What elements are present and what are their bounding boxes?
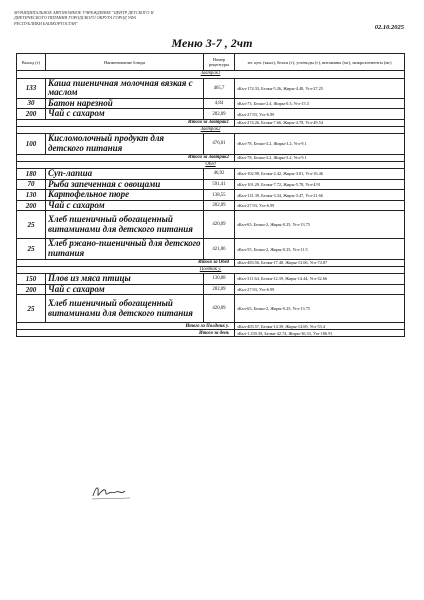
total-row	[17, 323, 405, 330]
nutrition-cell: эКал-27.93, Угл-6.99	[235, 284, 405, 295]
nutrition-cell: эКал-78, Белки-3.2, Жиры-3.2, Угл-9.1	[235, 134, 405, 154]
total-nutrition-cell: эКал-1 239.39, Белки-42.74, Жиры-36.33, Угл-186.91	[235, 330, 405, 337]
table-row	[17, 200, 405, 211]
recipe-number-cell: 282,09	[204, 200, 235, 211]
column-header-nutrition: эн. цен. (ккал), белки (г), углеводы (г), витамины (мг), микроэлементы (мг)	[235, 54, 405, 71]
output-cell: 100	[17, 134, 46, 154]
output-cell: 25	[17, 211, 46, 239]
total-row	[17, 259, 405, 266]
nutrition-cell: эКал-174.33, Белки-5.26, Жиры-4.48, Угл-27.25	[235, 78, 405, 98]
total-row	[17, 154, 405, 161]
section-row	[17, 71, 405, 79]
table-row	[17, 295, 405, 323]
recipe-number-cell: 138,55	[204, 190, 235, 201]
nutrition-cell: эКал-311.64, Белки-12.39, Жиры-14.44, Угл-32.66	[235, 274, 405, 285]
nutrition-cell: эКал-55, Белки-2, Жиры-0.25, Угл-11.5	[235, 239, 405, 259]
recipe-number-cell: 476,01	[204, 134, 235, 154]
recipe-number-cell: 282,09	[204, 284, 235, 295]
output-cell: 30	[17, 98, 46, 109]
column-header-number: Номер рецептуры	[204, 54, 235, 71]
dish-name-cell: Рыба запеченная с овощами	[46, 179, 204, 190]
recipe-number-cell: 420,09	[204, 211, 235, 239]
recipe-number-cell: 130,08	[204, 274, 235, 285]
section-row	[17, 126, 405, 134]
page-title: Меню 3-7 , 2чт	[171, 36, 253, 50]
table-row	[17, 78, 405, 98]
dish-name-cell: Каша пшеничная молочная вязкая с маслом	[46, 78, 204, 98]
dish-name-cell: Кисломолочный продукт для детского питания	[46, 134, 204, 154]
recipe-number-cell: 282,09	[204, 109, 235, 120]
table-row	[17, 169, 405, 180]
org-line: РЕСПУБЛИКИ БАШКОРТОСТАН"	[14, 20, 78, 26]
table-row	[17, 179, 405, 190]
output-cell: 200	[17, 109, 46, 120]
total-nutrition-cell: эКал-403.57, Белки-14.39, Жиры-14.69, Угл-53.4	[235, 323, 405, 330]
total-label: Итого за Полдник у.	[17, 323, 235, 330]
nutrition-cell: эКал-65, Белки-2, Жиры-0.25, Угл-13.75	[235, 295, 405, 323]
recipe-number-cell: 465,7	[204, 78, 235, 98]
table-row	[17, 211, 405, 239]
dish-name-cell: Плов из мяса птицы	[46, 274, 204, 285]
org-line: МУНИЦИПАЛЬНОЕ АВТОНОМНОЕ УЧРЕЖДЕНИЕ "ЦЕНТР ДЕТСКОГО И	[14, 10, 154, 15]
section-row	[17, 266, 405, 274]
total-label: Итого за Завтрак1	[17, 119, 235, 126]
total-label: Итого за Завтрак2	[17, 154, 235, 161]
nutrition-cell: эКал-27.93, Угл-6.99	[235, 109, 405, 120]
column-header-output: Выход (г)	[17, 54, 46, 71]
table-row	[17, 134, 405, 154]
output-cell: 70	[17, 179, 46, 190]
nutrition-cell: эКал-101.29, Белки-7.72, Жиры-5.78, Угл-4.91	[235, 179, 405, 190]
dish-name-cell: Чай с сахаром	[46, 109, 204, 120]
section-label: Завтрак1	[17, 71, 405, 79]
recipe-number-cell: 591,41	[204, 179, 235, 190]
org-line: ДИЕТИЧЕСКОГО ПИТАНИЯ ГОРОДСКОГО ОКРУГА ГОРОД УФА	[14, 15, 136, 21]
table-row	[17, 190, 405, 201]
output-cell: 150	[17, 274, 46, 285]
output-cell: 25	[17, 295, 46, 323]
nutrition-cell: эКал-102.98, Белки-2.42, Жиры-3.01, Угл-16.46	[235, 169, 405, 180]
column-header-name: Наименование блюда	[46, 54, 204, 71]
recipe-number-cell: 420,09	[204, 295, 235, 323]
dish-name-cell: Чай с сахаром	[46, 284, 204, 295]
output-cell: 25	[17, 239, 46, 259]
recipe-number-cell: 421,06	[204, 239, 235, 259]
dish-name-cell: Батон нарезной	[46, 98, 204, 109]
document-date: 02.10.2025	[374, 24, 404, 31]
nutrition-cell: эКал-27.93, Угл-6.99	[235, 200, 405, 211]
dish-name-cell: Хлеб пшеничный обогащенный витаминами для детского питания	[46, 211, 204, 239]
section-label: Обед	[17, 161, 405, 169]
output-cell: 180	[17, 169, 46, 180]
output-cell: 200	[17, 284, 46, 295]
total-nutrition-cell: эКал-78, Белки-3.2, Жиры-3.2, Угл-9.1	[235, 154, 405, 161]
dish-name-cell: Суп-лапша	[46, 169, 204, 180]
total-row	[17, 330, 405, 337]
total-label: Итого за день	[17, 330, 235, 337]
table-row	[17, 109, 405, 120]
table-header-row	[17, 54, 405, 71]
recipe-number-cell: 4,84	[204, 98, 235, 109]
recipe-number-cell: 46,92	[204, 169, 235, 180]
signature	[90, 482, 134, 502]
table-row	[17, 98, 405, 109]
output-cell: 200	[17, 200, 46, 211]
menu-table	[16, 53, 405, 337]
section-label: Завтрак2	[17, 126, 405, 134]
dish-name-cell: Картофельное пюре	[46, 190, 204, 201]
output-cell: 133	[17, 78, 46, 98]
total-nutrition-cell: эКал-274.26, Белки-7.66, Жиры-4.78, Угл-49.54	[235, 119, 405, 126]
nutrition-cell: эКал-73, Белки-2.4, Жиры-0.3, Угл-15.3	[235, 98, 405, 109]
dish-name-cell: Хлеб пшеничный обогащенный витаминами для детского питания	[46, 295, 204, 323]
nutrition-cell: эКал-131.39, Белки-3.34, Жиры-3.47, Угл-21.66	[235, 190, 405, 201]
table-row	[17, 239, 405, 259]
section-label: Полдник у.	[17, 266, 405, 274]
output-cell: 130	[17, 190, 46, 201]
section-row	[17, 161, 405, 169]
organization-header	[14, 10, 224, 26]
total-nutrition-cell: эКал-483.56, Белки-17.48, Жиры-13.66, Угл-74.87	[235, 259, 405, 266]
dish-name-cell: Чай с сахаром	[46, 200, 204, 211]
nutrition-cell: эКал-65, Белки-2, Жиры-0.25, Угл-13.75	[235, 211, 405, 239]
total-row	[17, 119, 405, 126]
dish-name-cell: Хлеб ржано-пшеничный для детского питания	[46, 239, 204, 259]
table-row	[17, 284, 405, 295]
table-row	[17, 274, 405, 285]
total-label: Итого за Обед	[17, 259, 235, 266]
